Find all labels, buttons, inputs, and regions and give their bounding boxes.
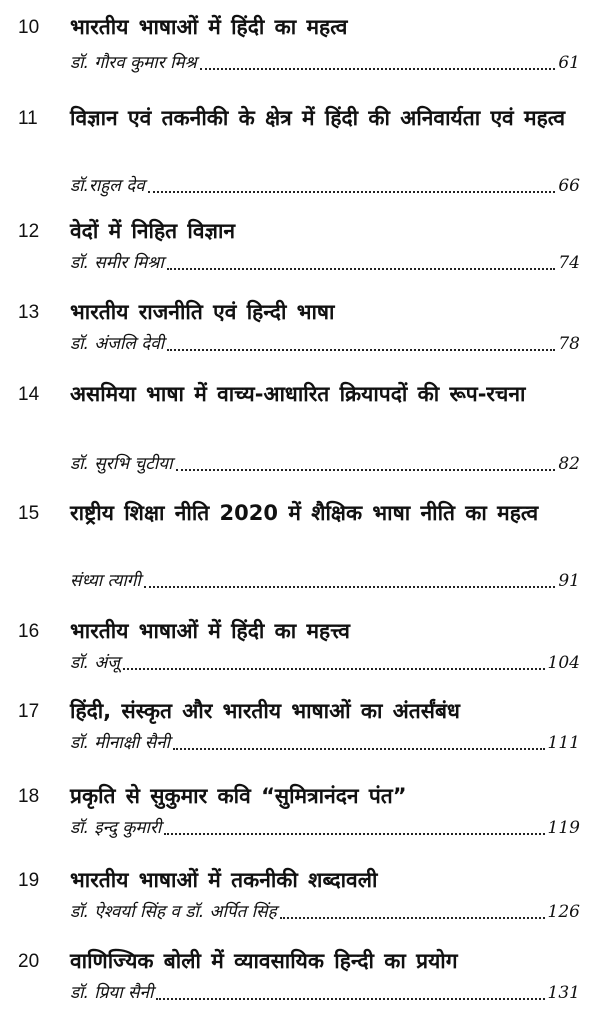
entry-title: हिंदी, संस्कृत और भारतीय भाषाओं का अंतर्संबंध (70, 699, 460, 723)
entry-page-number: 104 (547, 653, 580, 673)
entry-number: 16 (18, 621, 40, 642)
entry-title: भारतीय भाषाओं में तकनीकी शब्दावली (70, 868, 378, 892)
entry-title: प्रकृति से सुकुमार कवि “सुमित्रानंदन पंत” (70, 784, 407, 808)
toc-entry (0, 97, 600, 207)
entry-author: डॉ.राहुल देव (70, 176, 145, 196)
entry-author-line (70, 449, 580, 477)
entry-title: वाणिज्यिक बोली में व्यावसायिक हिन्दी का प्रयोग (70, 949, 458, 973)
entry-author-line (70, 329, 580, 357)
entry-number: 20 (18, 951, 40, 972)
entry-number: 19 (18, 870, 40, 891)
entry-number: 14 (18, 384, 40, 405)
dot-leader (200, 68, 556, 70)
dot-leader (148, 191, 556, 193)
entry-page-number: 126 (547, 902, 580, 922)
entry-author: डॉ. ऐश्वर्या सिंह व डॉ. अर्पित सिंह (70, 902, 277, 922)
entry-title: भारतीय भाषाओं में हिंदी का महत्त्व (70, 619, 350, 643)
dot-leader (167, 268, 556, 270)
entry-number: 15 (18, 503, 40, 524)
entry-number: 17 (18, 701, 40, 722)
entry-author: डॉ. अंजू (70, 653, 120, 673)
toc-entry (0, 492, 600, 602)
entry-author-line (70, 728, 580, 756)
toc-entry (0, 859, 600, 939)
dot-leader (164, 833, 544, 835)
entry-number: 11 (18, 108, 38, 129)
entry-title: राष्ट्रीय शिक्षा नीति 2020 में शैक्षिक भाषा नीति का महत्व (70, 501, 539, 525)
entry-number: 13 (18, 302, 40, 323)
entry-page-number: 91 (558, 571, 580, 591)
entry-author: डॉ. गौरव कुमार मिश्र (70, 53, 197, 73)
entry-author-line (70, 897, 580, 925)
toc-entry (0, 373, 600, 483)
entry-author: डॉ. सुरभि चुटीया (70, 454, 173, 474)
entry-page-number: 61 (558, 53, 580, 73)
entry-author-line (70, 171, 580, 199)
entry-page-number: 74 (558, 253, 580, 273)
dot-leader (144, 586, 556, 588)
entry-author-line (70, 648, 580, 676)
entry-author: डॉ. मीनाक्षी सैनी (70, 733, 171, 753)
toc-entry (0, 940, 600, 1020)
entry-title: भारतीय राजनीति एवं हिन्दी भाषा (70, 300, 335, 324)
entry-number: 12 (18, 221, 40, 242)
entry-author: डॉ. प्रिया सैनी (70, 983, 154, 1003)
entry-author-line (70, 248, 580, 276)
toc-entry (0, 690, 600, 770)
toc-entry (0, 775, 600, 855)
dot-leader (123, 668, 545, 670)
entry-author-line (70, 48, 580, 76)
dot-leader (176, 469, 556, 471)
entry-page-number: 131 (547, 983, 580, 1003)
entry-title: असमिया भाषा में वाच्य-आधारित क्रियापदों की रूप-रचना (70, 382, 526, 406)
entry-author: डॉ. अंजलि देवी (70, 334, 165, 354)
entry-title: विज्ञान एवं तकनीकी के क्षेत्र में हिंदी की अनिवार्यता एवं महत्व (70, 106, 565, 130)
entry-number: 18 (18, 786, 40, 807)
dot-leader (167, 349, 555, 351)
entry-title: वेदों में निहित विज्ञान (70, 219, 236, 243)
entry-page-number: 119 (547, 818, 580, 838)
entry-page-number: 82 (558, 454, 580, 474)
entry-page-number: 66 (558, 176, 580, 196)
entry-title: भारतीय भाषाओं में हिंदी का महत्व (70, 15, 348, 39)
toc-entry (0, 291, 600, 371)
entry-page-number: 78 (558, 334, 580, 354)
entry-author-line (70, 813, 580, 841)
entry-author: संध्या त्यागी (70, 571, 141, 591)
entry-author: डॉ. इन्दु कुमारी (70, 818, 162, 838)
dot-leader (280, 917, 545, 919)
toc-entry (0, 6, 600, 86)
toc-entry (0, 610, 600, 690)
toc-entry (0, 210, 600, 290)
dot-leader (156, 998, 544, 1000)
entry-page-number: 111 (547, 733, 580, 753)
entry-author-line (70, 978, 580, 1006)
dot-leader (173, 748, 545, 750)
entry-author-line (70, 566, 580, 594)
entry-author: डॉ. समीर मिश्रा (70, 253, 164, 273)
entry-number: 10 (18, 17, 40, 38)
